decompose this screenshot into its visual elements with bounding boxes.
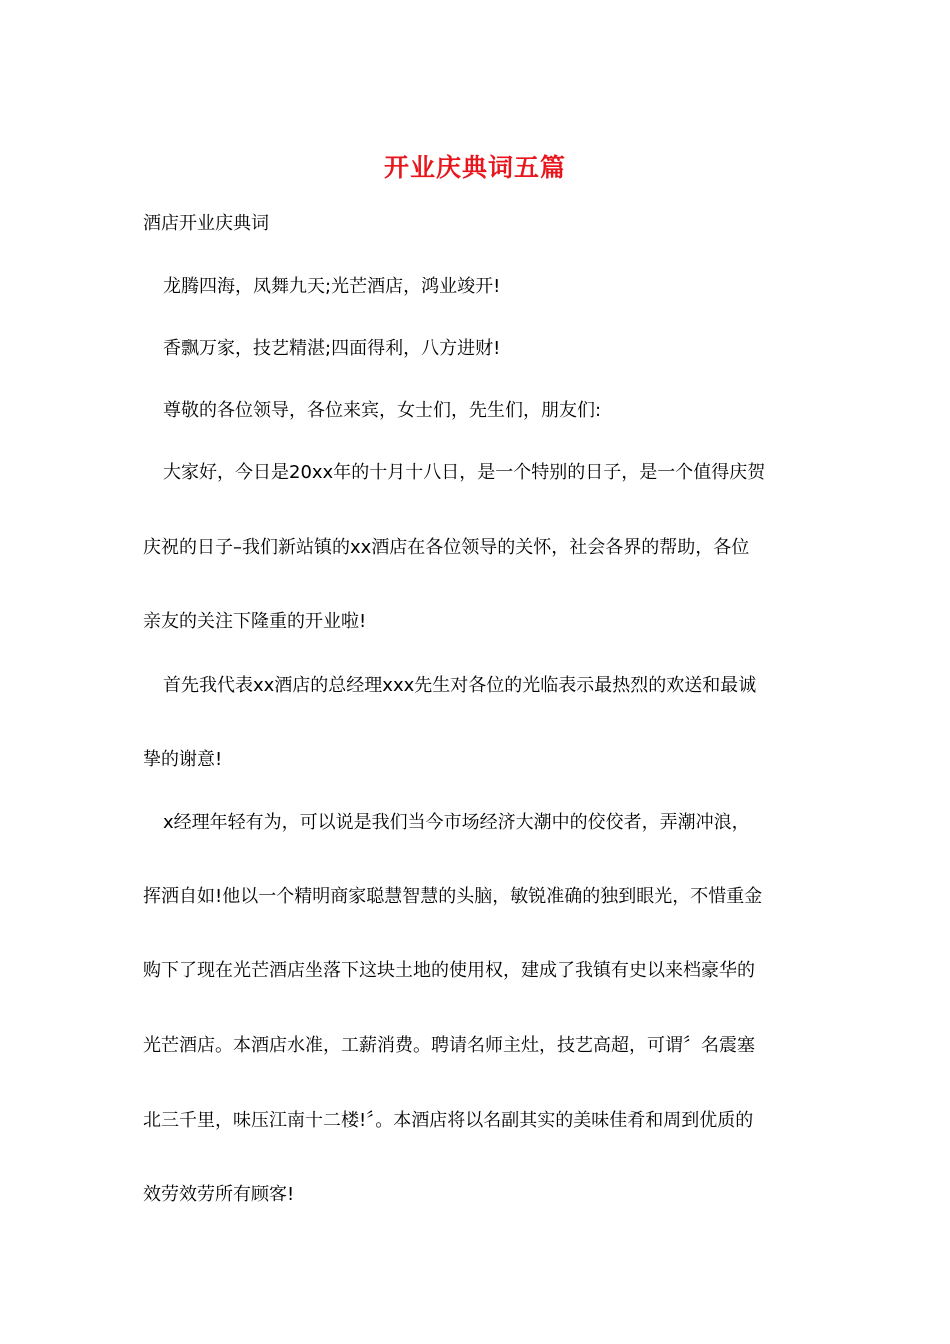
text-line: 大家好，今日是20xx年的十月十八日，是一个特别的日子，是一个值得庆贺 xyxy=(163,462,766,483)
text-line: 亲友的关注下隆重的开业啦! xyxy=(143,611,367,632)
text-line: 挥洒自如!他以一个精明商家聪慧智慧的头脑，敏锐准确的独到眼光，不惜重金 xyxy=(143,886,763,907)
text-line: 挚的谢意! xyxy=(143,749,223,770)
text-line: 庆祝的日子–我们新站镇的xx酒店在各位领导的关怀，社会各界的帮助，各位 xyxy=(143,537,750,558)
text-line: 首先我代表xx酒店的总经理xxx先生对各位的光临表示最热烈的欢送和最诚 xyxy=(163,675,757,696)
document-title: 开业庆典词五篇 xyxy=(383,153,566,182)
section-heading: 酒店开业庆典词 xyxy=(143,213,269,234)
text-line: 效劳效劳所有顾客! xyxy=(143,1184,295,1205)
text-line: 香飘万家，技艺精湛;四面得利，八方进财! xyxy=(163,338,501,359)
text-line: 购下了现在光芒酒店坐落下这块土地的使用权，建成了我镇有史以来档豪华的 xyxy=(143,960,755,981)
text-line: 光芒酒店。本酒店水准，工薪消费。聘请名师主灶，技艺高超，可谓〞名震塞 xyxy=(143,1035,755,1056)
text-line: 龙腾四海，凤舞九天;光芒酒店，鸿业竣开! xyxy=(163,276,501,297)
text-line: x经理年轻有为，可以说是我们当今市场经济大潮中的佼佼者，弄潮冲浪， xyxy=(163,812,750,833)
text-line: 尊敬的各位领导，各位来宾，女士们，先生们，朋友们: xyxy=(163,400,602,421)
text-line: 北三千里，味压江南十二楼!〞。本酒店将以名副其实的美味佳肴和周到优质的 xyxy=(143,1110,754,1131)
